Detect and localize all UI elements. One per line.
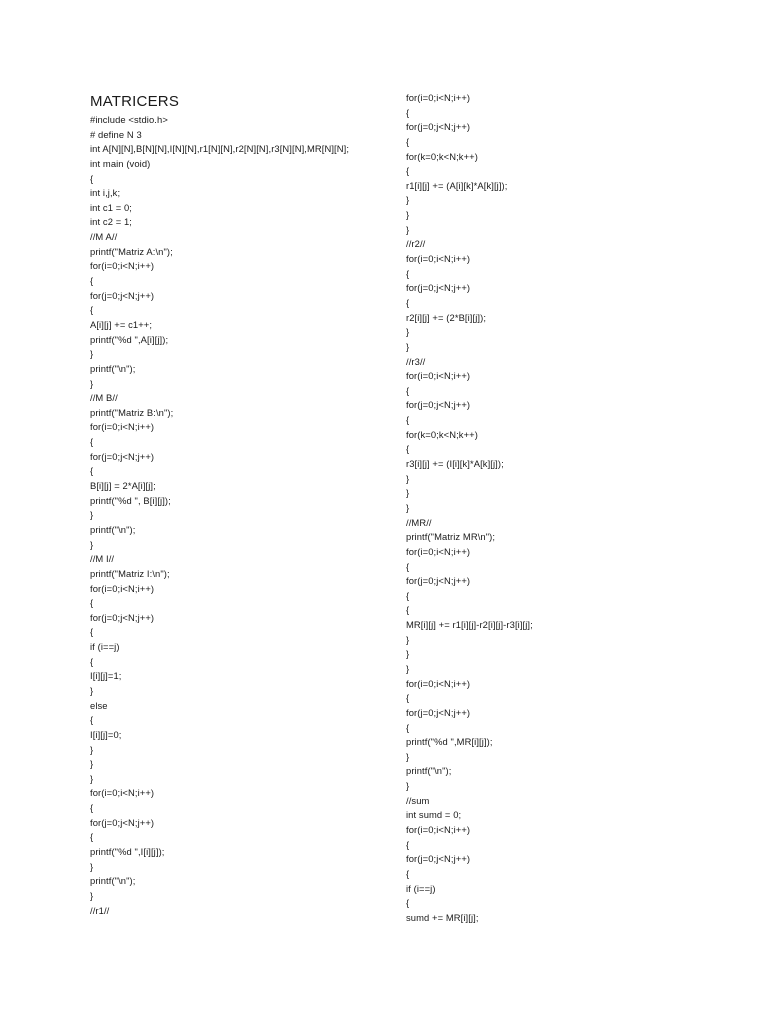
document-title: MATRICERS bbox=[90, 93, 180, 110]
code-line: } bbox=[90, 684, 94, 696]
code-line: printf("%d ",MR[i][j]); bbox=[406, 736, 493, 748]
code-line: } bbox=[90, 860, 94, 872]
code-line: for(j=0;j<N;j++) bbox=[406, 706, 471, 718]
code-line: } bbox=[90, 889, 94, 901]
code-line: int A[N][N],B[N][N],I[N][N],r1[N][N],r2[N][N],r3[N][N],MR[N][N]; bbox=[90, 143, 350, 155]
code-line: { bbox=[406, 721, 410, 733]
code-line: { bbox=[90, 802, 94, 814]
code-line: //M I// bbox=[90, 553, 115, 565]
code-line: { bbox=[90, 436, 94, 448]
code-line: { bbox=[406, 165, 410, 177]
code-line: #include <stdio.h> bbox=[90, 114, 168, 125]
code-line: for(i=0;i<N;i++) bbox=[90, 582, 155, 594]
code-line: for(j=0;j<N;j++) bbox=[90, 611, 155, 623]
code-line: MR[i][j] += r1[i][j]-r2[i][j]-r3[i][j]; bbox=[406, 619, 533, 631]
code-line: { bbox=[406, 443, 410, 455]
code-line: for(j=0;j<N;j++) bbox=[90, 816, 155, 828]
code-line: { bbox=[406, 296, 410, 308]
code-line: r1[i][j] += (A[i][k]*A[k][j]); bbox=[406, 179, 508, 191]
code-line: //sum bbox=[406, 794, 430, 806]
code-line: for(i=0;i<N;i++) bbox=[90, 787, 155, 799]
code-line: int c1 = 0; bbox=[90, 201, 133, 213]
code-line: } bbox=[90, 538, 94, 550]
code-line: A[i][j] += c1++; bbox=[90, 318, 153, 330]
code-line: { bbox=[406, 267, 410, 279]
code-column-right bbox=[406, 91, 533, 926]
code-line: r2[i][j] += (2*B[i][j]); bbox=[406, 311, 487, 323]
code-line: } bbox=[406, 648, 410, 660]
code-line: printf("\n"); bbox=[90, 875, 136, 887]
code-line: printf("\n"); bbox=[90, 523, 136, 535]
code-line: { bbox=[90, 465, 94, 477]
code-line: { bbox=[90, 304, 94, 316]
code-line: { bbox=[406, 384, 410, 396]
code-line: } bbox=[406, 780, 410, 792]
code-line: } bbox=[406, 750, 410, 762]
code-line: { bbox=[406, 106, 410, 118]
code-line: } bbox=[90, 377, 94, 389]
code-line: { bbox=[90, 831, 94, 843]
code-line: { bbox=[406, 692, 410, 704]
code-line: { bbox=[406, 589, 410, 601]
code-line: { bbox=[406, 560, 410, 572]
code-line: { bbox=[90, 655, 94, 667]
code-line: for(j=0;j<N;j++) bbox=[406, 121, 471, 133]
code-line: { bbox=[90, 626, 94, 638]
code-line: { bbox=[90, 172, 94, 184]
code-line: //M A// bbox=[90, 231, 118, 243]
code-line: for(j=0;j<N;j++) bbox=[406, 282, 471, 294]
code-line: { bbox=[90, 597, 94, 609]
code-line: int main (void) bbox=[90, 157, 151, 169]
code-column-left bbox=[90, 113, 349, 918]
code-line: else bbox=[90, 699, 108, 711]
code-line: for(i=0;i<N;i++) bbox=[90, 421, 155, 433]
code-line: { bbox=[90, 714, 94, 726]
code-line: for(k=0;k<N;k++) bbox=[406, 150, 478, 162]
code-line: printf("Matriz MR\n"); bbox=[406, 531, 496, 543]
code-line: printf("Matriz A:\n"); bbox=[90, 245, 173, 257]
code-line: sumd += MR[i][j]; bbox=[406, 911, 479, 923]
code-line: printf("\n"); bbox=[90, 362, 136, 374]
code-line: } bbox=[90, 743, 94, 755]
code-line: printf("Matriz B:\n"); bbox=[90, 406, 174, 418]
code-line: for(i=0;i<N;i++) bbox=[406, 92, 471, 103]
code-line: //r1// bbox=[90, 904, 110, 916]
code-line: { bbox=[406, 604, 410, 616]
code-line: for(i=0;i<N;i++) bbox=[406, 677, 471, 689]
code-line: //r3// bbox=[406, 355, 426, 367]
code-line: } bbox=[90, 348, 94, 360]
code-line: int i,j,k; bbox=[90, 187, 121, 199]
code-line: for(i=0;i<N;i++) bbox=[406, 824, 471, 836]
code-line: } bbox=[406, 340, 410, 352]
code-line: for(i=0;i<N;i++) bbox=[406, 253, 471, 265]
code-line: printf("%d ",A[i][j]); bbox=[90, 333, 169, 345]
code-line: //MR// bbox=[406, 516, 432, 528]
code-line: } bbox=[90, 509, 94, 521]
code-line: r3[i][j] += (I[i][k]*A[k][j]); bbox=[406, 458, 504, 470]
code-line: printf("\n"); bbox=[406, 765, 452, 777]
code-line: for(i=0;i<N;i++) bbox=[406, 370, 471, 382]
code-line: for(j=0;j<N;j++) bbox=[90, 450, 155, 462]
code-line: //M B// bbox=[90, 392, 118, 404]
code-line: } bbox=[406, 662, 410, 674]
code-line: for(j=0;j<N;j++) bbox=[90, 289, 155, 301]
code-line: } bbox=[90, 758, 94, 770]
code-line: { bbox=[406, 867, 410, 879]
code-line: } bbox=[406, 501, 410, 513]
code-line: for(k=0;k<N;k++) bbox=[406, 428, 478, 440]
code-line: } bbox=[90, 772, 94, 784]
code-line: { bbox=[406, 838, 410, 850]
code-line: printf("Matriz I:\n"); bbox=[90, 567, 170, 579]
code-line: } bbox=[406, 194, 410, 206]
code-line: I[i][j]=1; bbox=[90, 670, 122, 682]
code-line: { bbox=[90, 275, 94, 287]
code-line: } bbox=[406, 633, 410, 645]
code-line: { bbox=[406, 135, 410, 147]
code-line: B[i][j] = 2*A[i][j]; bbox=[90, 480, 156, 492]
code-line: if (i==j) bbox=[90, 641, 120, 653]
code-line: # define N 3 bbox=[90, 128, 142, 140]
code-line: printf("%d ", B[i][j]); bbox=[90, 494, 171, 506]
code-line: for(j=0;j<N;j++) bbox=[406, 575, 471, 587]
code-line: } bbox=[406, 487, 410, 499]
code-line: printf("%d ",I[i][j]); bbox=[90, 846, 165, 858]
code-line: { bbox=[406, 414, 410, 426]
code-line: for(i=0;i<N;i++) bbox=[90, 260, 155, 272]
code-line: } bbox=[406, 209, 410, 221]
code-line: } bbox=[406, 326, 410, 338]
code-line: } bbox=[406, 472, 410, 484]
code-line: I[i][j]=0; bbox=[90, 728, 122, 740]
code-line: for(j=0;j<N;j++) bbox=[406, 853, 471, 865]
code-line: int sumd = 0; bbox=[406, 809, 462, 821]
code-line: { bbox=[406, 897, 410, 909]
code-line: } bbox=[406, 223, 410, 235]
code-line: int c2 = 1; bbox=[90, 216, 133, 228]
code-line: for(i=0;i<N;i++) bbox=[406, 545, 471, 557]
code-line: //r2// bbox=[406, 238, 426, 250]
code-line: if (i==j) bbox=[406, 882, 436, 894]
code-line: for(j=0;j<N;j++) bbox=[406, 399, 471, 411]
